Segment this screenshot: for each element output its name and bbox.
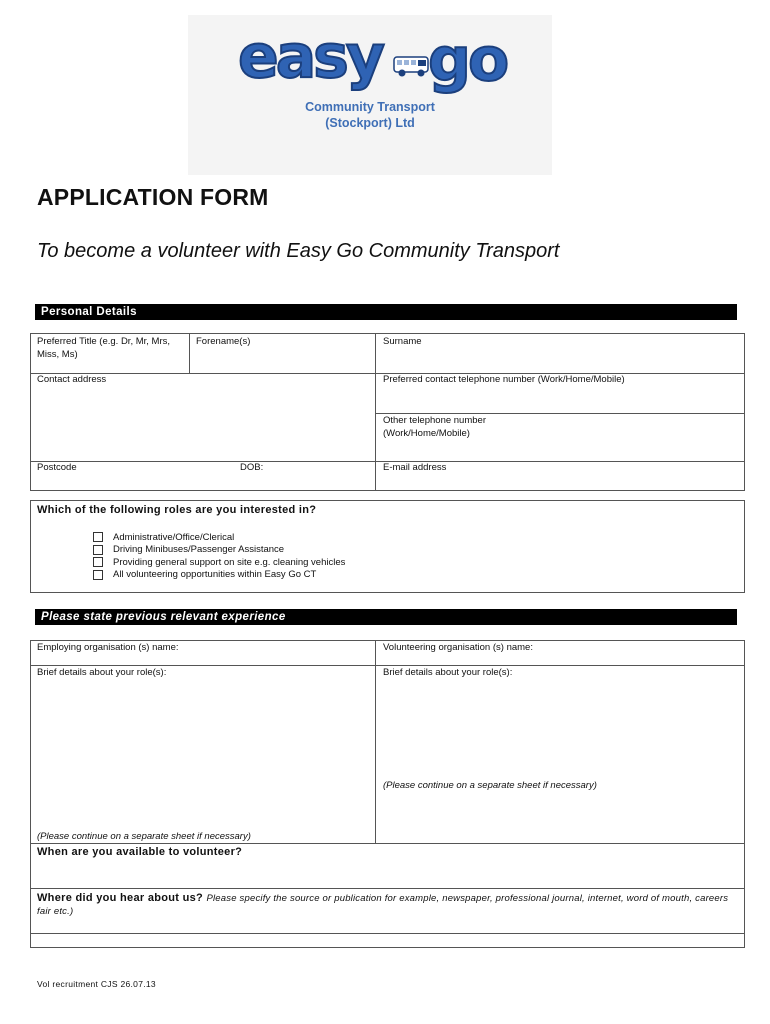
checkbox[interactable] — [93, 532, 103, 542]
continue-note-right: (Please continue on a separate sheet if necessary) — [383, 780, 597, 791]
logo-subtitle-line2: (Stockport) Ltd — [325, 116, 415, 130]
continue-note-left: (Please continue on a separate sheet if necessary) — [37, 831, 251, 842]
role-option-support[interactable] — [93, 556, 345, 569]
form-subtitle: To become a volunteer with Easy Go Community Transport — [37, 240, 560, 262]
hear-note: Please specify the source or publication for example, newspaper, professional journal, internet, word of mouth, careers fair etc.) — [37, 893, 729, 917]
contact-address-field[interactable]: Contact address — [37, 374, 107, 385]
checkbox[interactable] — [93, 545, 103, 555]
dob-field[interactable]: DOB: — [240, 462, 264, 473]
checkbox[interactable] — [93, 557, 103, 567]
svg-text:easy: easy — [238, 22, 383, 92]
employing-org-field[interactable]: Employing organisation (s) name: — [37, 642, 179, 653]
svg-text:go: go — [428, 25, 507, 95]
personal-details-header: Personal Details — [35, 304, 737, 320]
role-option-label: Administrative/Office/Clerical — [113, 531, 235, 543]
role-option-all[interactable] — [93, 569, 316, 582]
experience-header: Please state previous relevant experience — [35, 609, 737, 625]
postcode-field[interactable]: Postcode — [37, 462, 77, 473]
employing-role-details-field[interactable]: Brief details about your role(s): — [37, 667, 167, 678]
logo-subtitle-line1: Community Transport — [305, 100, 435, 114]
role-option-label: Providing general support on site e.g. cleaning vehicles — [113, 556, 346, 568]
role-option-label: Driving Minibuses/Passenger Assistance — [113, 544, 285, 556]
logo — [188, 15, 552, 175]
minibus-icon — [394, 57, 428, 77]
roles-question: Which of the following roles are you interested in? — [37, 504, 317, 516]
footer-reference: Vol recruitment CJS 26.07.13 — [37, 979, 156, 989]
email-field[interactable]: E-mail address — [383, 462, 447, 473]
volunteering-role-details-field[interactable]: Brief details about your role(s): — [383, 667, 513, 678]
preferred-phone-field[interactable]: Preferred contact telephone number (Work/Home/Mobile) — [383, 374, 625, 385]
role-option-admin[interactable] — [93, 531, 234, 544]
logo-wordmark — [188, 15, 552, 105]
surname-field[interactable]: Surname — [383, 336, 422, 347]
role-option-label: All volunteering opportunities within Easy Go CT — [113, 569, 317, 581]
forename-field[interactable]: Forename(s) — [196, 336, 251, 347]
hear-question: Where did you hear about us? — [37, 892, 204, 904]
form-title: APPLICATION FORM — [37, 184, 269, 210]
volunteering-org-field[interactable]: Volunteering organisation (s) name: — [383, 642, 533, 653]
other-phone-field[interactable]: Other telephone number (Work/Home/Mobile) — [383, 415, 486, 439]
hear-about-us-field[interactable] — [37, 892, 739, 918]
availability-field[interactable]: When are you available to volunteer? — [37, 846, 243, 858]
checkbox[interactable] — [93, 570, 103, 580]
role-option-driving[interactable] — [93, 544, 284, 557]
title-field[interactable]: Preferred Title (e.g. Dr, Mr, Mrs, Miss, Ms) — [37, 336, 171, 360]
